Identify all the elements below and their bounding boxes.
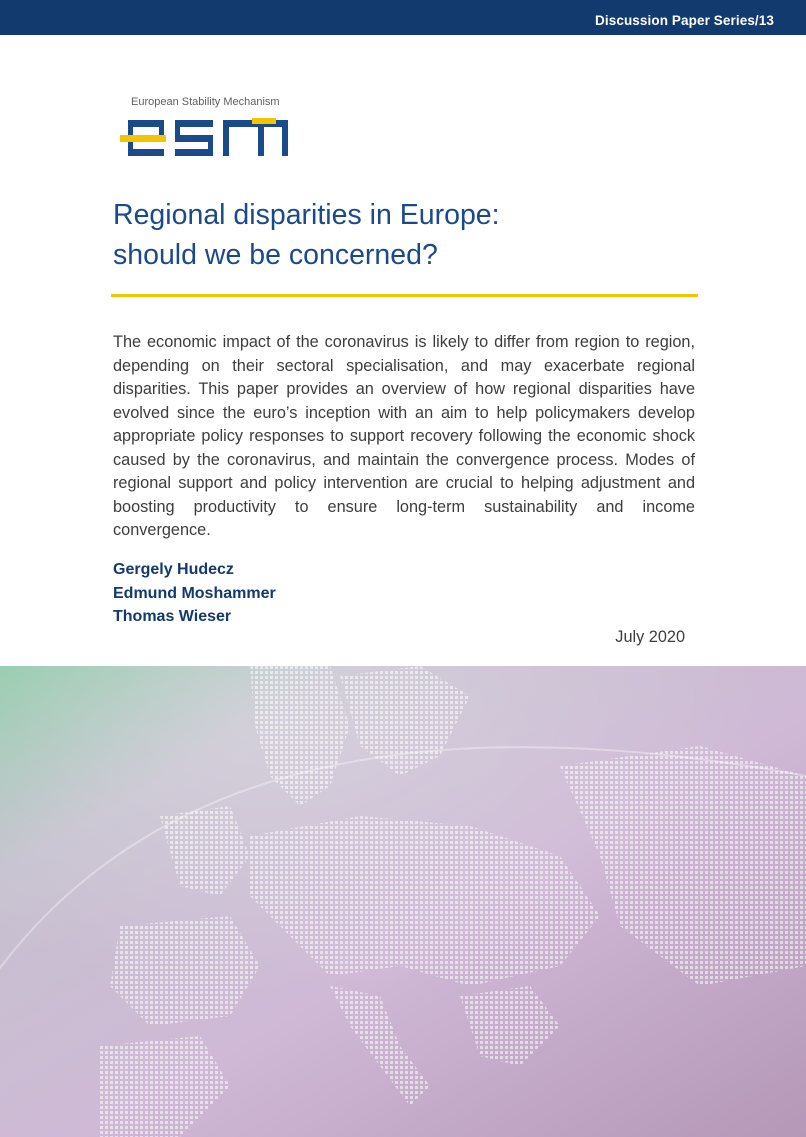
title-line-2: should we be concerned? — [113, 239, 438, 271]
paper-title — [113, 195, 713, 275]
title-line-1: Regional disparities in Europe: — [113, 199, 500, 231]
author-name: Gergely Hudecz — [113, 561, 234, 578]
author-list — [113, 558, 276, 629]
publication-date: July 2020 — [615, 628, 685, 646]
author-name: Thomas Wieser — [113, 608, 232, 625]
series-label: Discussion Paper Series/13 — [595, 13, 774, 28]
title-divider — [111, 294, 698, 297]
organization-name: European Stability Mechanism — [131, 96, 280, 108]
author-name: Edmund Moshammer — [113, 584, 276, 602]
header-bar — [0, 0, 806, 35]
abstract: The economic impact of the coronavirus is likely to differ from region to region, depending on their sectoral specialisation, and may exacerbate regional disparities. This paper provides an overview of how regional disparities have evolved since the euro’s inception with an aim to help policymakers develop appropriate policy responses to support recovery following the economic shock caused by the coronavirus, and maintain the convergence process. Modes of regional support and policy intervention are crucial to helping adjustment and boosting productivity to ensure long-term sustainability and income convergence. — [113, 333, 695, 539]
esm-logo — [120, 118, 292, 158]
europe-map-background — [0, 666, 806, 1137]
